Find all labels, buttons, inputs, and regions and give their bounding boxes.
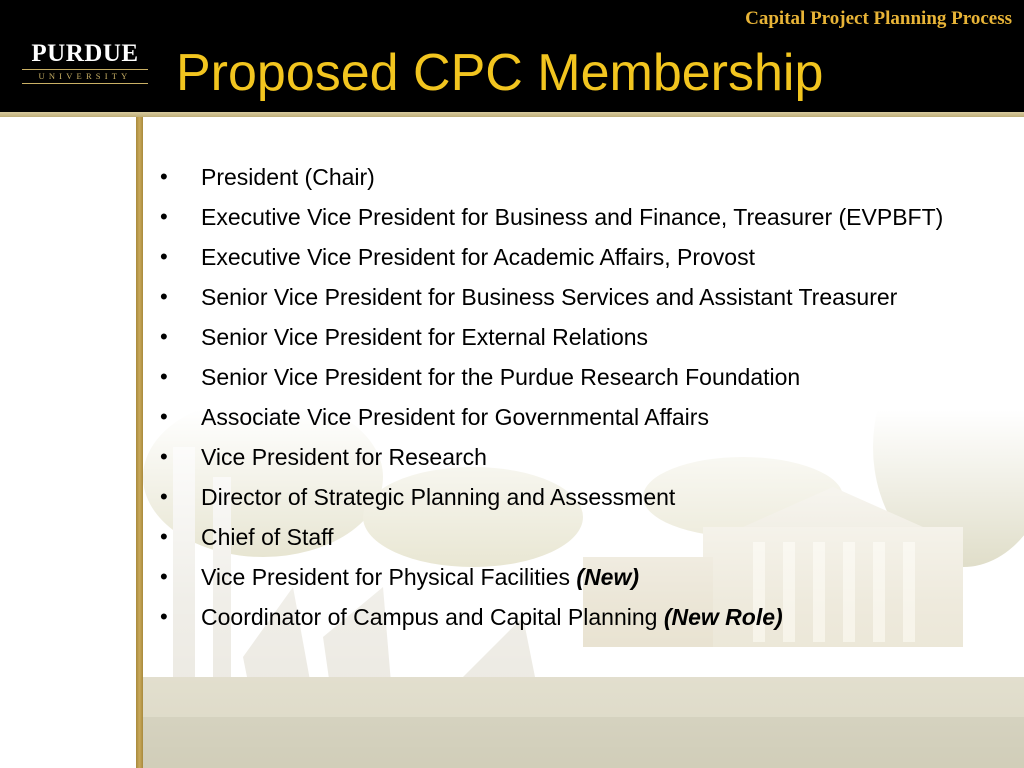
left-accent-bar	[136, 117, 143, 768]
member-role: Chief of Staff	[201, 524, 334, 550]
member-role: President (Chair)	[201, 164, 375, 190]
list-item	[155, 160, 985, 194]
list-item	[155, 280, 985, 314]
member-role: Vice President for Research	[201, 444, 487, 470]
bullet-icon: •	[160, 364, 168, 389]
bullet-icon: •	[160, 484, 168, 509]
list-item	[155, 200, 985, 234]
bullet-icon: •	[160, 524, 168, 549]
bullet-icon: •	[160, 444, 168, 469]
member-role: Senior Vice President for the Purdue Research Foundation	[201, 364, 801, 390]
bullet-icon: •	[160, 164, 168, 189]
logo-rule-top	[22, 69, 148, 70]
bullet-icon: •	[160, 244, 168, 269]
logo-subtext: UNIVERSITY	[38, 71, 132, 81]
member-role: Senior Vice President for Business Services and Assistant Treasurer	[201, 284, 898, 310]
member-role: Coordinator of Campus and Capital Planning	[201, 604, 658, 630]
bullet-icon: •	[160, 284, 168, 309]
logo-wordmark: PURDUE	[31, 40, 139, 67]
list-item	[155, 480, 985, 514]
list-item	[155, 560, 985, 594]
list-item	[155, 600, 985, 634]
list-item	[155, 360, 985, 394]
list-item	[155, 520, 985, 554]
member-role: Senior Vice President for External Relations	[201, 324, 649, 350]
slide-title: Proposed CPC Membership	[176, 44, 824, 102]
list-item	[155, 240, 985, 274]
list-item	[155, 320, 985, 354]
member-role: Director of Strategic Planning and Assessment	[201, 484, 676, 510]
new-badge: (New)	[576, 564, 640, 590]
slide-header	[0, 0, 1024, 112]
member-role: Executive Vice President for Business and Finance, Treasurer (EVPBFT)	[201, 204, 944, 230]
new-role-badge: (New Role)	[663, 604, 783, 630]
membership-list	[155, 160, 985, 634]
bullet-icon: •	[160, 404, 168, 429]
member-role: Associate Vice President for Governmental Affairs	[201, 404, 709, 430]
bullet-icon: •	[160, 324, 168, 349]
process-title: Capital Project Planning Process	[745, 8, 1012, 29]
bullet-icon: •	[160, 564, 168, 589]
bullet-icon: •	[160, 604, 168, 629]
list-item	[155, 400, 985, 434]
logo-rule-bottom	[22, 83, 148, 84]
list-item	[155, 440, 985, 474]
member-role: Executive Vice President for Academic Affairs, Provost	[201, 244, 755, 270]
member-role: Vice President for Physical Facilities	[201, 564, 570, 590]
purdue-logo	[20, 40, 150, 86]
bullet-icon: •	[160, 204, 168, 229]
slide-body	[155, 160, 985, 640]
